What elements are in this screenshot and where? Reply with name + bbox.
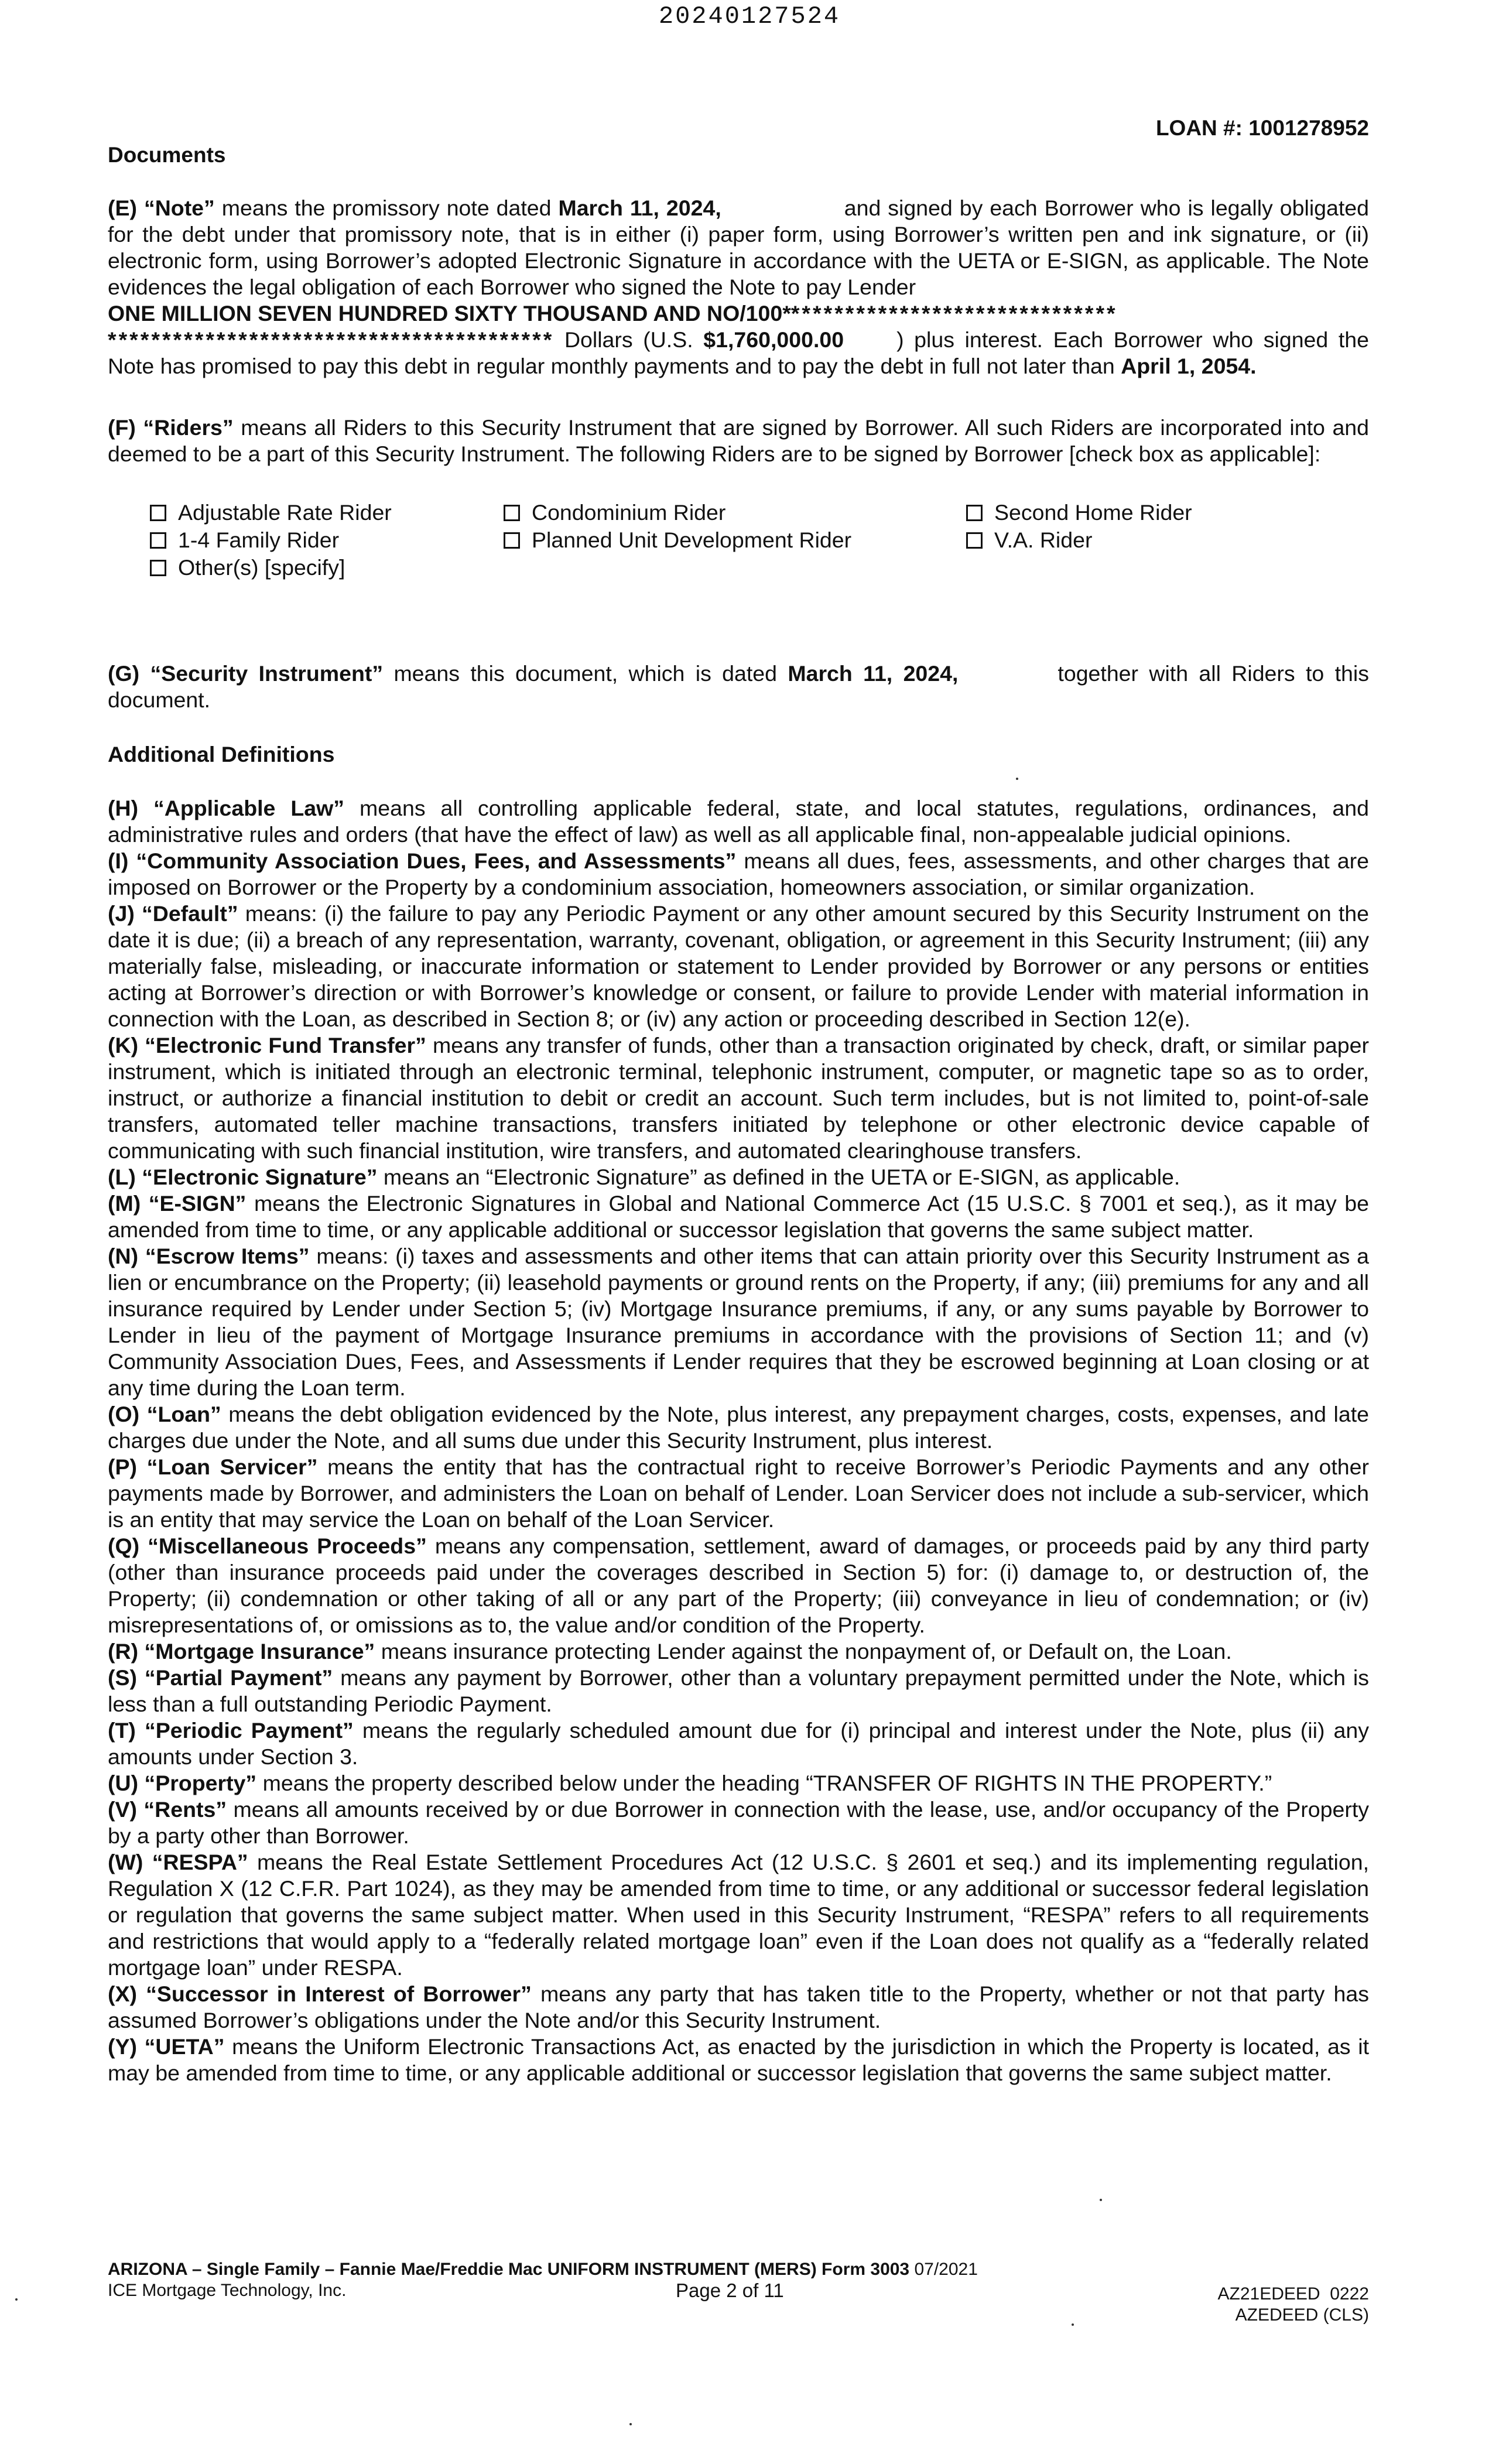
riders-column-2 [504,499,851,554]
definition-item [108,1533,1369,1638]
definition-text: means the property described below under the heading “TRANSFER OF RIGHTS IN THE PROPERTY.” [256,1771,1272,1795]
security-instrument-date: March 11, 2024, [788,661,959,686]
page-number: Page 2 of 11 [676,2280,784,2301]
definition-security-instrument: (G) “Security Instrument” means this document, which is dated March 11, 2024, together with all Riders to this document. [108,661,1369,712]
definition-label: (K) “Electronic Fund Transfer” [108,1033,426,1058]
definition-label: (O) “Loan” [108,1402,221,1426]
definition-label: (Q) “Miscellaneous Proceeds” [108,1534,427,1558]
definition-label: (U) “Property” [108,1771,257,1795]
definition-item [108,795,1369,848]
definition-item [108,1454,1369,1533]
definition-text: means an “Electronic Signature” as defined in the UETA or E-SIGN, as applicable. [377,1165,1180,1189]
checkbox[interactable] [150,560,166,576]
checkbox[interactable] [966,532,983,549]
definition-text: means the Uniform Electronic Transactions Act, as enacted by the jurisdiction in which the Property is located, as it may be amended from time to time, or any applicable additional or successor legislation that governs the same subject matter. [108,2034,1369,2085]
checkbox[interactable] [504,505,520,521]
definition-item [108,1243,1369,1401]
checkbox[interactable] [150,532,166,549]
riders-column-3 [966,499,1192,554]
definition-text: means the Real Estate Settlement Procedures Act (12 U.S.C. § 2601 et seq.) and its implementing regulation, Regulation X (12 C.F.R. Part 1024), as they may be amended from time to time, or any additional or successor federal legislation or regulation that governs the same subject matter. When used in this Security Instrument, “RESPA” refers to all requirements and restrictions that would apply to a “federally related mortgage loan” even if the Loan does not qualify as a “federally related mortgage loan” under RESPA. [108,1850,1369,1980]
checkbox[interactable] [966,505,983,521]
definition-text: means all dues, fees, assessments, and other charges that are imposed on Borrower or the Property by a condominium association, homeowners association, or similar organization. [108,848,1369,899]
definition-item [108,1190,1369,1243]
rider-option: Other(s) [specify] [150,554,392,581]
scan-speck [15,2298,18,2301]
rider-option: Second Home Rider [966,499,1192,526]
definition-label: (G) “Security Instrument” [108,661,384,686]
definition-label: (N) “Escrow Items” [108,1244,310,1268]
definition-item [108,1849,1369,1981]
rider-option: V.A. Rider [966,526,1192,554]
riders-column-1 [150,499,392,581]
definition-text: means insurance protecting Lender against the nonpayment of, or Default on, the Loan. [375,1639,1232,1664]
scan-speck [1100,2199,1102,2201]
definition-label: (Y) “UETA” [108,2034,225,2059]
rider-option: 1-4 Family Rider [150,526,392,554]
definition-label: (L) “Electronic Signature” [108,1165,378,1189]
maturity-date: April 1, 2054. [1121,354,1257,378]
definition-riders: (F) “Riders” means all Riders to this Security Instrument that are signed by Borrower. All such Riders are incorporated into and deemed to be a part of this Security Instrument. The following Riders are to be signed by Borrower [check box as applicable]: [108,415,1370,466]
definition-item [108,1981,1369,2034]
definition-text: means any payment by Borrower, other than a voluntary prepayment permitted under the Note, which is less than a full outstanding Periodic Payment. [108,1665,1369,1716]
definition-label: (V) “Rents” [108,1797,227,1822]
rider-option: Condominium Rider [504,499,851,526]
definition-item [108,1665,1369,1717]
definition-text: means: (i) the failure to pay any Periodic Payment or any other amount secured by this Security Instrument on the date it is due; (ii) a breach of any representation, warranty, covenant, obligation, or agreement in this Security Instrument; (iii) any materially false, misleading, or inaccurate information or statement to Lender provided by Borrower or any persons or entities acting at Borrower’s direction or with Borrower’s knowledge or consent, or failure to provide Lender with material information in connection with the Loan, as described in Section 8; or (iv) any action or proceeding described in Section 12(e). [108,901,1369,1031]
scan-speck [1016,778,1018,780]
definition-label: (T) “Periodic Payment” [108,1718,354,1743]
definition-label: (M) “E-SIGN” [108,1191,247,1216]
definition-text: means all amounts received by or due Borrower in connection with the lease, use, and/or occupancy of the Property by a party other than Borrower. [108,1797,1370,1848]
definition-text: means the regularly scheduled amount due for (i) principal and interest under the Note, plus (ii) any amounts under Section 3. [108,1718,1369,1769]
definition-text: means any transfer of funds, other than a transaction originated by check, draft, or similar paper instrument, which is initiated through an electronic terminal, telephonic instrument, computer, or magnetic tape so as to order, instruct, or authorize a financial institution to debit or credit an account. Such term includes, but is not limited to, point-of-sale transfers, automated teller machine transactions, transfers initiated by telephone or other electronic device capable of communicating with such financial institution, wire transfers, and automated clearinghouse transfers. [108,1033,1369,1163]
definition-item [108,2034,1369,2086]
definition-label: (R) “Mortgage Insurance” [108,1639,375,1664]
loan-number-label: LOAN #: [1155,116,1243,140]
definition-label: (S) “Partial Payment” [108,1665,333,1690]
loan-amount-words: ONE MILLION SEVEN HUNDRED SIXTY THOUSAND AND NO/100* [108,301,791,326]
definition-item [108,1401,1369,1454]
note-date: March 11, 2024, [558,196,721,220]
recording-number: 20240127524 [658,2,841,30]
definition-item [108,1032,1369,1164]
loan-amount: $1,760,000.00 [703,327,844,352]
footer-doc-code: AZEDEED (CLS) [1235,2305,1369,2325]
definition-text: means: (i) taxes and assessments and other items that can attain priority over this Security Instrument as a lien or encumbrance on the Property; (ii) leasehold payments or ground rents on the Property, if any; (iii) premiums for any and all insurance required by Lender under Section 5; (iv) Mortgage Insurance premiums, if any, or any sums payable by Borrower to Lender in lieu of the payment of Mortgage Insurance premiums in accordance with the provisions of Section 11; and (v) Community Association Dues, Fees, and Assessments if Lender requires that they be escrowed beginning at Loan closing or at any time during the Loan term. [108,1244,1369,1400]
additional-definitions-title: Additional Definitions [108,742,335,766]
definition-item [108,1638,1369,1665]
definition-item [108,1796,1369,1849]
footer-form-code: AZ21EDEED 0222 [1217,2284,1369,2304]
definition-text: means the debt obligation evidenced by the Note, plus interest, any prepayment charges, costs, expenses, and late charges due under the Note, and all sums due under this Security Instrument, plus interest. [108,1402,1369,1453]
document-section-title: Documents [108,143,226,167]
definition-label: (H) “Applicable Law” [108,796,345,820]
definition-item [108,1770,1369,1796]
footer-form-title: ARIZONA – Single Family – Fannie Mae/Freddie Mac UNIFORM INSTRUMENT (MERS) Form 3003 07/2021 [108,2260,978,2279]
definition-item [108,1164,1369,1190]
checkbox[interactable] [504,532,520,549]
definition-text: means the entity that has the contractual right to receive Borrower’s Periodic Payments and any other payments made by Borrower, and administers the Loan on behalf of Lender. Loan Servicer does not include a sub-servicer, which is an entity that may service the Loan on behalf of the Loan Servicer. [108,1455,1369,1532]
rider-option: Planned Unit Development Rider [504,526,851,554]
definition-label: (I) “Community Association Dues, Fees, and Assessments” [108,848,737,873]
loan-number-header [1156,116,1369,141]
definition-text: means any party that has taken title to the Property, whether or not that party has assumed Borrower’s obligations under the Note and/or this Security Instrument. [108,1982,1369,2032]
definition-label: (F) “Riders” [108,415,234,440]
definition-item [108,848,1369,901]
definition-label: (X) “Successor in Interest of Borrower” [108,1982,532,2006]
scan-speck [1072,2323,1074,2326]
checkbox[interactable] [150,505,166,521]
additional-definitions-list [108,795,1369,2086]
definition-note: (E) “Note” means the promissory note dated March 11, 2024, and signed by each Borrower who is legally obligated for the debt under that promissory note, that is in either (i) paper form, using Borrower’s written pen and ink signature, or (ii) electronic form, using Borrower’s adopted Electronic Signature in accordance with the UETA or E-SIGN, as applicable. The Note evidences the legal obligation of each Borrower who signed the Note to pay Lender ONE MILLION SEVEN HUNDRED SIXTY THOUSAND AND NO/100******************************* ***************************************** Dollars (U.S. $1,760,000.00 ) plus interest. Each Borrower who signed the Note has promised to pay this debt in regular monthly payments and to pay the debt in full not later than April 1, 2054. [108,196,1369,378]
scan-speck [629,2423,632,2425]
definition-text: means all controlling applicable federal, state, and local statutes, regulations, ordinances, and administrative rules and orders (that have the effect of law) as well as all applicable final, non-appealable judicial opinions. [108,796,1370,847]
definition-item [108,1717,1369,1770]
rider-option: Adjustable Rate Rider [150,499,392,526]
definition-label: (W) “RESPA” [108,1850,248,1874]
definition-label: (J) “Default” [108,901,238,926]
definition-label: (P) “Loan Servicer” [108,1455,318,1479]
definition-text: means any compensation, settlement, award of damages, or proceeds paid by any third party (other than insurance proceeds paid under the coverages described in Section 5) for: (i) damage to, or destruction of, the Property; (ii) condemnation or other taking of all or any part of the Property; (iii) conveyance in lieu of condemnation; or (iv) misrepresentations of, or omissions as to, the value and/or condition of the Property. [108,1534,1370,1637]
footer-company: ICE Mortgage Technology, Inc. [108,2281,347,2300]
definition-text: means the Electronic Signatures in Global and National Commerce Act (15 U.S.C. § 7001 et seq.), as it may be amended from time to time, or any applicable additional or successor legislation that governs the same subject matter. [108,1191,1369,1242]
definition-label: (E) “Note” [108,196,215,220]
loan-number: 1001278952 [1248,116,1369,140]
definition-item [108,901,1369,1032]
